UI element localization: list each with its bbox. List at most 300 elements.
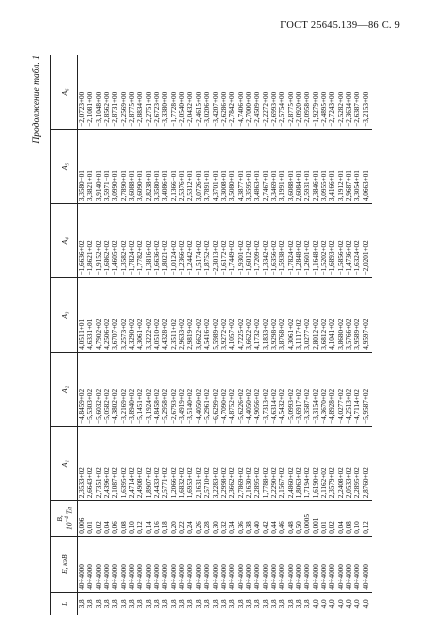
cell-b: 0,12: [136, 501, 144, 537]
cell-a2: −4,9056+02: [253, 352, 261, 426]
cell-a5: 3,4086+01: [161, 129, 169, 203]
cell-l: 4,0: [361, 599, 370, 609]
cell-a2: −4,5432+02: [278, 352, 286, 426]
cell-l: 3,8: [144, 599, 153, 609]
cell-a6: −3,3380+00: [161, 55, 169, 129]
cell-a1: 2,4908+02: [136, 426, 144, 500]
cell-a4: −1,5174+02: [195, 204, 203, 278]
cell-e: 40÷4000: [170, 536, 178, 592]
table-row: [237, 55, 245, 615]
cell-a2: −4,4050+02: [195, 352, 203, 426]
cell-a2: −5,6032+02: [95, 352, 103, 426]
table-row: [153, 55, 161, 615]
cell-e: 40÷4000: [345, 536, 353, 592]
cell-a3: 3,6622+02: [195, 278, 203, 352]
table-row: [95, 55, 103, 615]
cell-a4: −1,3582+02: [120, 204, 128, 278]
cell-b: 0,02: [328, 501, 336, 537]
table-row: [262, 55, 270, 615]
cell-l: 3,8: [219, 599, 228, 609]
cell-a2: −4,8459+02: [78, 352, 87, 426]
cell-a1: 2,3533+02: [78, 426, 87, 500]
cell-a6: −2,0920+00: [295, 55, 303, 129]
cell-a2: −3,4919+02: [178, 352, 186, 426]
cell-b: 0,0005: [303, 501, 311, 537]
cell-a2: −4,7114+02: [353, 352, 361, 426]
cell-a3: 4,7902+02: [95, 278, 103, 352]
cell-a6: −2,2272+00: [262, 55, 270, 129]
cell-e: 40÷4000: [103, 536, 111, 592]
cell-a5: 3,3054+01: [353, 129, 361, 203]
cell-l: 3,8: [269, 599, 278, 609]
table-row: [295, 55, 303, 615]
cell-a3: 4,1057+02: [228, 278, 236, 352]
cell-a1: 2,2408+02: [337, 426, 345, 500]
cell-a3: 4,0511+01: [78, 278, 87, 352]
table-row: [253, 55, 261, 615]
cell-a3: 4,2506+02: [103, 278, 111, 352]
cell-a1: 1,7194+02: [303, 426, 311, 500]
cell-a4: −1,6636+02: [78, 204, 87, 278]
cell-a6: −2,6723+00: [153, 55, 161, 129]
cell-a2: −5,0582+02: [103, 352, 111, 426]
cell-a2: −4,8928+02: [328, 352, 336, 426]
cell-l: 3,8: [119, 599, 128, 609]
cell-a5: 2,8238+01: [145, 129, 153, 203]
cell-a3: 3,8768+02: [278, 278, 286, 352]
cell-a4: −1,8752+02: [203, 204, 211, 278]
cell-a5: 3,5971−01: [103, 129, 111, 203]
cell-a2: −4,4050+02: [245, 352, 253, 426]
cell-a2: −5,5303+02: [86, 352, 94, 426]
cell-a3: 3,9589+02: [353, 278, 361, 352]
cell-a1: 1,2066+02: [170, 426, 178, 500]
cell-l: 3,8: [261, 599, 270, 609]
cell-a1: 1,6395+02: [120, 426, 128, 500]
cell-a5: 2,1366−01: [170, 129, 178, 203]
cell-a6: −2,0540+00: [178, 55, 186, 129]
column-header-e: E, кэВ: [51, 536, 78, 592]
cell-e: 40÷4000: [195, 536, 203, 592]
cell-a4: −1,7449+02: [228, 204, 236, 278]
cell-e: 40÷4000: [178, 536, 186, 592]
cell-a4: −1,6324+02: [353, 204, 361, 278]
cell-l: 3,8: [253, 599, 262, 609]
cell-a3: 4,5416+02: [203, 278, 211, 352]
cell-a4: −1,5202+02: [320, 204, 328, 278]
cell-a6: −2,8731+00: [111, 55, 119, 129]
cell-a6: −2,5754+00: [278, 55, 286, 129]
table-row: [362, 55, 372, 615]
cell-b: 0,06: [111, 501, 119, 537]
cell-a5: 4,0663+01: [362, 129, 372, 203]
cell-e: 40÷4000: [337, 536, 345, 592]
cell-a4: −1,6893+02: [328, 204, 336, 278]
cell-a2: −4,3670+02: [320, 352, 328, 426]
table-row: [212, 55, 220, 615]
table-row: [245, 55, 253, 615]
cell-a1: 2,8760+02: [362, 426, 372, 500]
cell-a5: 2,5312+01: [186, 129, 194, 203]
column-header-a1: A₁: [51, 426, 78, 500]
cell-a3: 4,1732+02: [253, 278, 261, 352]
cell-a3: 3,6707+02: [111, 278, 119, 352]
cell-a6: −2,4615+00: [195, 55, 203, 129]
cell-a2: −5,2961+02: [203, 352, 211, 426]
page-header: ГОСТ 25645.139—86 С. 9: [280, 20, 400, 31]
cell-l: 4,0: [353, 599, 362, 609]
cell-a6: −2,0958+00: [303, 55, 311, 129]
cell-a1: 2,4714+02: [128, 426, 136, 500]
cell-e: 40÷4000: [295, 536, 303, 592]
cell-a6: −2,4509+00: [253, 55, 261, 129]
cell-l: 3,8: [94, 599, 103, 609]
table-row: [86, 55, 94, 615]
cell-e: 40÷4000: [161, 536, 169, 592]
cell-e: 40÷4000: [303, 536, 311, 592]
cell-a4: −1,6356+02: [270, 204, 278, 278]
cell-e: 40÷4000: [287, 536, 295, 592]
cell-a5: 2,7890+01: [120, 129, 128, 203]
cell-a1: 2,5710+02: [203, 426, 211, 500]
cell-a1: 2,1630+02: [245, 426, 253, 500]
cell-a2: −4,0277+02: [337, 352, 345, 426]
table-row: [136, 55, 144, 615]
table-body: [78, 55, 373, 615]
cell-a3: 4,3290+02: [128, 278, 136, 352]
cell-a2: −5,0993+02: [287, 352, 295, 426]
cell-a4: −1,8021+02: [161, 204, 169, 278]
cell-a1: 2,1631+02: [195, 426, 203, 500]
cell-b: 0,08: [120, 501, 128, 537]
cell-a4: −1,6636+02: [153, 204, 161, 278]
cell-a4: −1,1648+02: [312, 204, 320, 278]
cell-a5: 3,0990+01: [111, 129, 119, 203]
cell-a3: 2,3511+02: [170, 278, 178, 352]
cell-l: 3,8: [228, 599, 237, 609]
cell-l: 3,8: [103, 599, 112, 609]
cell-a4: −1,5938+02: [278, 204, 286, 278]
cell-a5: 2,5376+01: [178, 129, 186, 203]
cell-b: 0,46: [278, 501, 286, 537]
cell-a5: 3,4863+01: [253, 129, 261, 203]
table-header-row: [51, 55, 78, 615]
continuation-label: Продолжение табл. 1: [32, 55, 42, 144]
cell-a5: 3,1991+01: [278, 129, 286, 203]
cell-a4: −1,9301+02: [237, 204, 245, 278]
cell-e: 40÷4000: [136, 536, 144, 592]
cell-a5: 3,9140+01: [95, 129, 103, 203]
table-row: [345, 55, 353, 615]
cell-a2: −2,6793+02: [170, 352, 178, 426]
cell-a1: 1,7788+02: [262, 426, 270, 500]
cell-e: 40÷4000: [78, 536, 87, 592]
cell-b: 0,26: [195, 501, 203, 537]
cell-b: 0,36: [237, 501, 245, 537]
cell-a3: 4,1041+02: [328, 278, 336, 352]
cell-a5: 3,3580+01: [153, 129, 161, 203]
table-row: [111, 55, 119, 615]
cell-e: 40÷4000: [312, 536, 320, 592]
cell-a6: −2,6286+00: [220, 55, 228, 129]
cell-a2: −3,3587+02: [303, 352, 311, 426]
cell-a2: −3,6917+02: [295, 352, 303, 426]
cell-b: 0,006: [78, 501, 87, 537]
cell-l: 3,8: [169, 599, 178, 609]
table-row: [161, 55, 169, 615]
cell-a3: 2,9633+02: [178, 278, 186, 352]
cell-b: 0,04: [337, 501, 345, 537]
table-row: [220, 55, 228, 615]
cell-a3: 4,4328+02: [161, 278, 169, 352]
cell-a1: 2,3579+02: [328, 426, 336, 500]
cell-b: 0,01: [320, 501, 328, 537]
cell-b: 0,34: [228, 501, 236, 537]
table-row: [128, 55, 136, 615]
cell-a2: −3,8940+02: [128, 352, 136, 426]
coefficients-table: [50, 55, 372, 615]
table-row: [178, 55, 186, 615]
cell-e: 40÷4000: [128, 536, 136, 592]
cell-b: 0,14: [145, 501, 153, 537]
table-row: [312, 55, 320, 615]
cell-a6: −3,0206+00: [203, 55, 211, 129]
table-row: [120, 55, 128, 615]
cell-e: 40÷4000: [262, 536, 270, 592]
cell-b: 0,44: [270, 501, 278, 537]
cell-a2: −5,9587+02: [362, 352, 372, 426]
cell-e: 40÷4000: [328, 536, 336, 592]
cell-a4: −1,2601+02: [303, 204, 311, 278]
cell-a1: 2,2290+02: [270, 426, 278, 500]
cell-b: 0,22: [178, 501, 186, 537]
cell-a4: −1,2442+02: [186, 204, 194, 278]
cell-b: 0,04: [103, 501, 111, 537]
table-row: [320, 55, 328, 615]
cell-a1: 2,5771+02: [161, 426, 169, 500]
cell-a3: 4,0510+02: [153, 278, 161, 352]
cell-b: 0,40: [253, 501, 261, 537]
cell-a3: 3,8680+02: [337, 278, 345, 352]
cell-b: 0,50: [295, 501, 303, 537]
table-row: [270, 55, 278, 615]
cell-e: 40÷4000: [228, 536, 236, 592]
cell-a1: 1,6832+02: [178, 426, 186, 500]
cell-a5: 2,7467+01: [262, 129, 270, 203]
cell-a4: −1,0124+02: [170, 204, 178, 278]
cell-b: 0,08: [345, 501, 353, 537]
cell-a4: −1,2848+02: [295, 204, 303, 278]
rotated-table-area: [30, 55, 408, 615]
column-header-b-unit-exp: −4: [63, 516, 70, 523]
cell-a1: 1,6190+02: [312, 426, 320, 500]
cell-a2: −3,2169+02: [120, 352, 128, 426]
table-row: [328, 55, 336, 615]
cell-e: 40÷4000: [320, 536, 328, 592]
cell-a6: −2,8562+00: [103, 55, 111, 129]
cell-l: 3,8: [294, 599, 303, 609]
cell-a1: 2,2895+02: [353, 426, 361, 500]
cell-e: 40÷4000: [86, 536, 94, 592]
cell-a6: −2,2751+00: [145, 55, 153, 129]
cell-b: 0,10: [353, 501, 361, 537]
column-header-l: L: [51, 592, 78, 615]
cell-b: 0,16: [153, 501, 161, 537]
cell-a1: 2,1567+02: [278, 426, 286, 500]
cell-l: 4,0: [319, 599, 328, 609]
column-header-b: [51, 501, 78, 537]
table-row: [195, 55, 203, 615]
cell-a3: 3,2573+02: [120, 278, 128, 352]
cell-l: 3,8: [178, 599, 187, 609]
cell-e: 40÷4000: [278, 536, 286, 592]
table-row: [78, 55, 87, 615]
cell-a6: −3,2153+00: [362, 55, 372, 129]
table-row: [145, 55, 153, 615]
cell-a5: 3,6090+01: [136, 129, 144, 203]
cell-a4: −1,8621+02: [86, 204, 94, 278]
cell-l: 3,8: [286, 599, 295, 609]
cell-a1: 2,1087+02: [111, 426, 119, 500]
cell-b: 0,18: [161, 501, 169, 537]
cell-a4: −1,7782+02: [136, 204, 144, 278]
cell-a5: 3,3008+01: [220, 129, 228, 203]
column-header-b-main: B,: [54, 515, 64, 522]
cell-b: 0,001: [312, 501, 320, 537]
cell-a1: 2,7869+02: [237, 426, 245, 500]
cell-a4: −1,7209+02: [253, 204, 261, 278]
table-row: [353, 55, 361, 615]
column-header-a2: A₂: [51, 352, 78, 426]
cell-a6: −2,4895+00: [320, 55, 328, 129]
cell-a2: −3,3154+02: [312, 352, 320, 426]
table-row: [203, 55, 211, 615]
cell-a3: 2,9819+02: [186, 278, 194, 352]
cell-a4: −1,4736+02: [345, 204, 353, 278]
cell-e: 40÷4000: [270, 536, 278, 592]
cell-l: 3,8: [303, 599, 312, 609]
column-header-a3: A₃: [51, 278, 78, 352]
cell-a1: 1,8063+02: [295, 426, 303, 500]
cell-e: 40÷4000: [353, 536, 361, 592]
cell-l: 3,8: [136, 599, 145, 609]
cell-e: 40÷4000: [362, 536, 372, 592]
cell-a5: 2,9687+01: [345, 129, 353, 203]
cell-a2: −4,8458+02: [153, 352, 161, 426]
cell-a2: −4,3802+02: [111, 352, 119, 426]
cell-e: 40÷4000: [145, 536, 153, 592]
column-header-b-unit-tail: Тл: [64, 507, 74, 515]
table-row: [303, 55, 311, 615]
cell-a5: 3,3469+01: [270, 129, 278, 203]
cell-a6: −2,7000+00: [245, 55, 253, 129]
cell-a6: −2,8834+00: [136, 55, 144, 129]
cell-l: 3,8: [278, 599, 287, 609]
cell-a5: 4,3701+01: [212, 129, 220, 203]
cell-a6: −2,6387+00: [353, 55, 361, 129]
cell-l: 3,8: [244, 599, 253, 609]
cell-a3: 3,5766+02: [345, 278, 353, 352]
cell-a6: −3,1048+00: [95, 55, 103, 129]
cell-a6: −2,7842+00: [228, 55, 236, 129]
cell-a3: 4,9597+02: [362, 278, 372, 352]
column-header-a4: A₄: [51, 204, 78, 278]
cell-a6: −2,8775+00: [287, 55, 295, 129]
cell-b: 0,01: [86, 501, 94, 537]
cell-a3: 2,8012+02: [312, 278, 320, 352]
cell-a4: −1,9152+02: [95, 204, 103, 278]
cell-a1: 2,6643+02: [86, 426, 94, 500]
cell-a3: 3,1833+02: [262, 278, 270, 352]
cell-a6: −4,7406+00: [237, 55, 245, 129]
cell-a5: 3,3595+01: [245, 129, 253, 203]
cell-a4: −2,0201+02: [362, 204, 372, 278]
column-header-a6: A₆: [51, 55, 78, 129]
cell-a3: 3,9298+02: [270, 278, 278, 352]
cell-e: 40÷4000: [111, 536, 119, 592]
table-row: [287, 55, 295, 615]
cell-b: 0,28: [203, 501, 211, 537]
cell-a1: 3,2283+02: [212, 426, 220, 500]
cell-a3: 3,0277+02: [303, 278, 311, 352]
cell-l: 3,8: [153, 599, 162, 609]
table-row: [103, 55, 111, 615]
cell-a6: −3,4207+00: [212, 55, 220, 129]
cell-l: 3,8: [161, 599, 170, 609]
cell-a6: −2,6993+00: [270, 55, 278, 129]
cell-a4: −1,3342+02: [262, 204, 270, 278]
cell-a3: 4,3061+02: [136, 278, 144, 352]
cell-l: 3,8: [86, 599, 95, 609]
cell-a5: 3,5080+01: [228, 129, 236, 203]
cell-e: 40÷4000: [220, 536, 228, 592]
cell-a4: −1,6012+02: [245, 204, 253, 278]
cell-l: 3,8: [236, 599, 245, 609]
column-header-a5: A₅: [51, 129, 78, 203]
cell-a3: 4,6331+01: [86, 278, 94, 352]
cell-l: 3,8: [194, 599, 203, 609]
cell-a5: 4,3877+01: [237, 129, 245, 203]
cell-a1: 2,4433+02: [153, 426, 161, 500]
cell-b: 0,02: [95, 501, 103, 537]
cell-a1: 2,0533+02: [345, 426, 353, 500]
cell-a6: −1,9279+00: [312, 55, 320, 129]
cell-l: 4,0: [336, 599, 345, 609]
cell-a4: −1,7824+02: [287, 204, 295, 278]
cell-a6: −1,7728+00: [170, 55, 178, 129]
cell-e: 40÷4000: [203, 536, 211, 592]
cell-e: 40÷4000: [95, 536, 103, 592]
table-row: [278, 55, 286, 615]
cell-a5: 2,3846+01: [312, 129, 320, 203]
cell-a4: −2,3013+02: [212, 204, 220, 278]
cell-a2: −5,1451+02: [136, 352, 144, 426]
cell-a6: −2,0723+00: [78, 55, 87, 129]
cell-b: 0,42: [262, 501, 270, 537]
cell-a1: 2,2998+02: [220, 426, 228, 500]
cell-a5: 3,1912+01: [337, 129, 345, 203]
cell-a2: −4,8752+02: [228, 352, 236, 426]
cell-a2: −3,5140+02: [186, 352, 194, 426]
cell-a5: 3,7891+01: [203, 129, 211, 203]
cell-a5: 3,0726+01: [195, 129, 203, 203]
cell-e: 40÷4000: [245, 536, 253, 592]
cell-a5: 3,6088+01: [128, 129, 136, 203]
cell-a1: 2,4396+02: [103, 426, 111, 500]
cell-a6: −2,7243+00: [328, 55, 336, 129]
cell-a6: −2,0432+00: [186, 55, 194, 129]
cell-b: 0,20: [170, 501, 178, 537]
